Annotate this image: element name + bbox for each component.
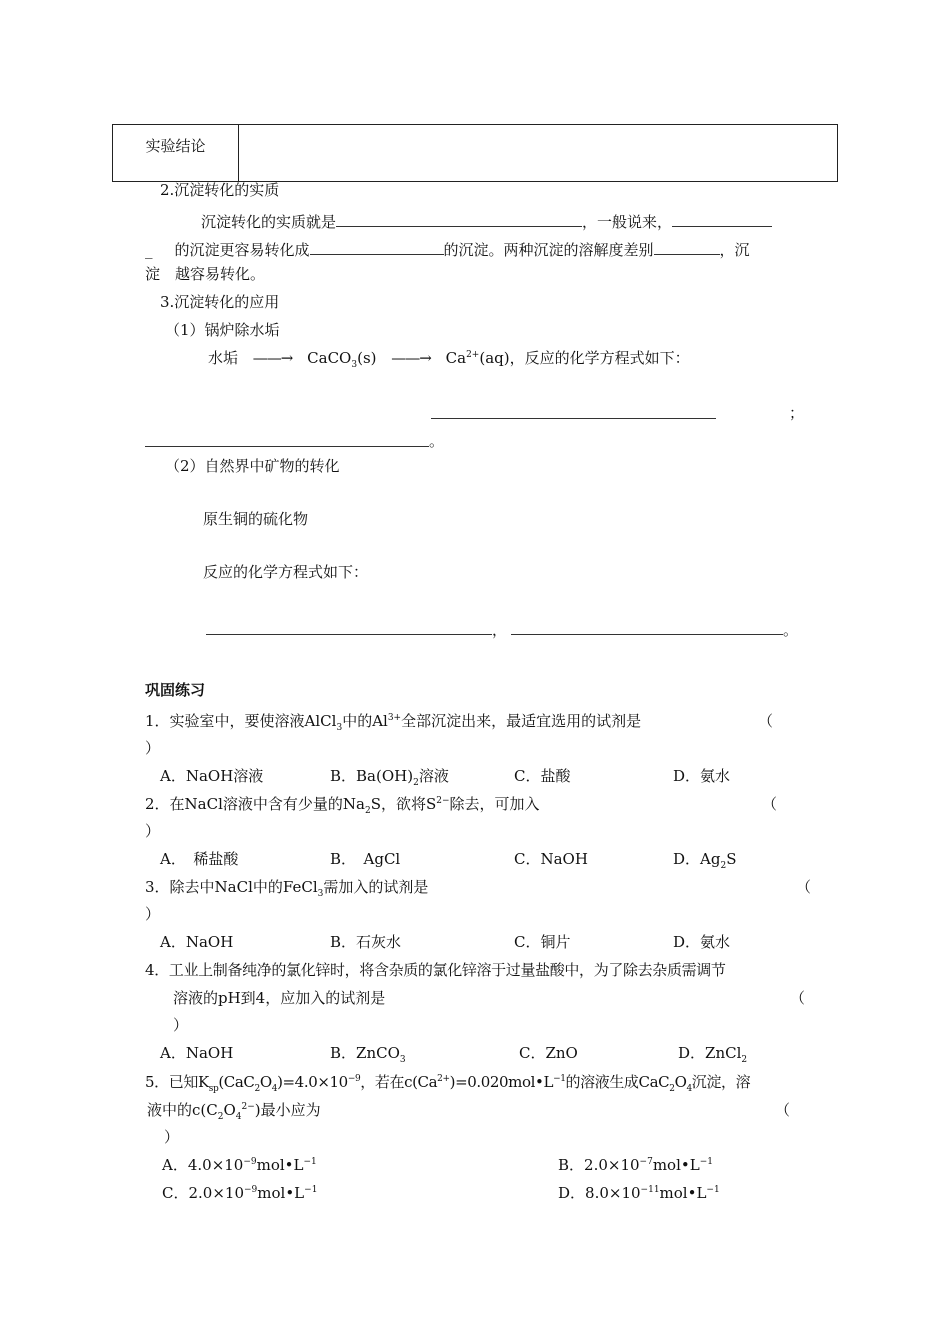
section-3-title: 3.沉淀转化的应用 [160, 293, 280, 311]
q3-paren-close[interactable]: ） [145, 905, 161, 923]
q4-paren-close[interactable]: ） [173, 1016, 189, 1034]
q5-option-b[interactable]: B．$2.0\times 10^{-7}mol•L^{-1}$ [558, 1156, 713, 1174]
q4-stem-line1: 4．工业上制备纯净的氯化锌时，将含杂质的氯化锌溶于过量盐酸中，为了除去杂质需调节 [145, 961, 726, 979]
q4-option-b[interactable]: B．ZnCO$_3$ [330, 1044, 406, 1065]
sec2-line1: 沉淀转化的实质就是 ，一般说来， [201, 212, 772, 230]
q5-option-c[interactable]: C．$2.0\times 10^{-9}mol•L^{-1}$ [162, 1184, 318, 1202]
q1-paren-open: （ [758, 712, 774, 730]
conclusion-table [112, 124, 838, 182]
q5-option-a[interactable]: A．$4.0\times 10^{-9}mol•L^{-1}$ [162, 1156, 317, 1174]
q1-option-a[interactable]: A．NaOH溶液 [160, 767, 264, 785]
q4-option-c[interactable]: C．ZnO [519, 1044, 578, 1062]
sub-2-title: （2）自然界中矿物的转化 [165, 457, 340, 475]
q3-option-c[interactable]: C．铜片 [514, 933, 571, 951]
q5-paren-open: （ [775, 1101, 791, 1119]
blank-convert-to[interactable] [310, 240, 444, 255]
q2-option-c[interactable]: C．NaOH [514, 850, 588, 868]
blank-difference[interactable] [654, 240, 720, 255]
mineral-eq-line: ， 。 [206, 620, 798, 638]
blank-general[interactable] [672, 212, 772, 227]
scale-reaction-line: 水垢 ——→ CaCO$_3$(s) ——→ $Ca^{2+}(aq)$，反应的化学方程式如下： [208, 349, 690, 370]
q2-paren-close[interactable]: ） [145, 822, 161, 840]
blank-mineral-eq-1[interactable] [206, 620, 492, 635]
copper-sulfide-label: 原生铜的硫化物 [203, 510, 309, 528]
q5-paren-close[interactable]: ） [164, 1128, 180, 1146]
conclusion-label: 实验结论 [145, 137, 206, 155]
blank-scale-eq-1[interactable] [431, 404, 716, 419]
q3-paren-open: （ [796, 878, 812, 896]
period: 。 [429, 432, 445, 450]
q3-stem: 3．除去中NaCl中的FeCl$_3$需加入的试剂是 [145, 878, 429, 899]
q2-option-d[interactable]: D．$Ag_2S$ [673, 850, 737, 871]
q3-option-b[interactable]: B．石灰水 [330, 933, 402, 951]
q2-option-b[interactable]: B． AgCl [330, 850, 401, 868]
q1-option-d[interactable]: D．氨水 [673, 767, 731, 785]
arrow-icon: ——→ [252, 349, 293, 367]
q1-option-c[interactable]: C．盐酸 [514, 767, 571, 785]
q5-stem-line1: 5．已知$K_{sp}(CaC_2O_4)=4.0\times 10^{-9}$，若在$c(Ca^{2+})=0.020mol•L^{-1}$的溶液生成$CaC_2O_4$沉淀，溶 [145, 1073, 751, 1094]
sec2-line3: 淀 越容易转化。 [145, 265, 266, 283]
q3-option-a[interactable]: A．NaOH [160, 933, 234, 951]
semicolon: ； [789, 404, 805, 422]
section-2-title: 2.沉淀转化的实质 [160, 181, 280, 199]
q4-stem-line2: 溶液的pH到4，应加入的试剂是 [173, 989, 386, 1007]
blank-mineral-eq-2[interactable] [511, 620, 783, 635]
q3-option-d[interactable]: D．氨水 [673, 933, 731, 951]
q4-option-d[interactable]: D．ZnCl$_2$ [678, 1044, 748, 1065]
q1-option-b[interactable]: B．$Ba(OH)_2$溶液 [330, 767, 449, 788]
equation-label: 反应的化学方程式如下： [203, 563, 369, 581]
practice-title: 巩固练习 [145, 681, 206, 699]
q1-paren-close[interactable]: ） [145, 739, 161, 757]
q1-stem: 1．实验室中，要使溶液AlCl$_3$中的$Al^{3+}$全部沉淀出来，最适宜选用的试剂是 [145, 712, 642, 733]
q5-stem-line2: 液中的$c(C_2O_4^{2-})$最小应为 [147, 1101, 321, 1122]
sec2-line2: _ 的沉淀更容易转化成 的沉淀。两种沉淀的溶解度差别 ，沉 [145, 241, 750, 259]
conclusion-label-cell [113, 125, 239, 182]
sub-1-title: （1）锅炉除水垢 [165, 321, 280, 339]
q2-option-a[interactable]: A． 稀盐酸 [160, 850, 239, 868]
q5-option-d[interactable]: D．$8.0\times 10^{-11}mol•L^{-1}$ [558, 1184, 720, 1202]
q4-option-a[interactable]: A．NaOH [160, 1044, 234, 1062]
conclusion-answer-cell[interactable] [239, 125, 838, 182]
q2-stem: 2．在NaCl溶液中含有少量的$Na_2S$，欲将$S^{2-}$除去，可加入 [145, 795, 540, 816]
blank-essence[interactable] [336, 212, 582, 227]
blank-scale-eq-2[interactable] [145, 432, 429, 447]
arrow-icon: ——→ [391, 349, 431, 367]
q2-paren-open: （ [762, 795, 778, 813]
q4-paren-open: （ [790, 989, 806, 1007]
